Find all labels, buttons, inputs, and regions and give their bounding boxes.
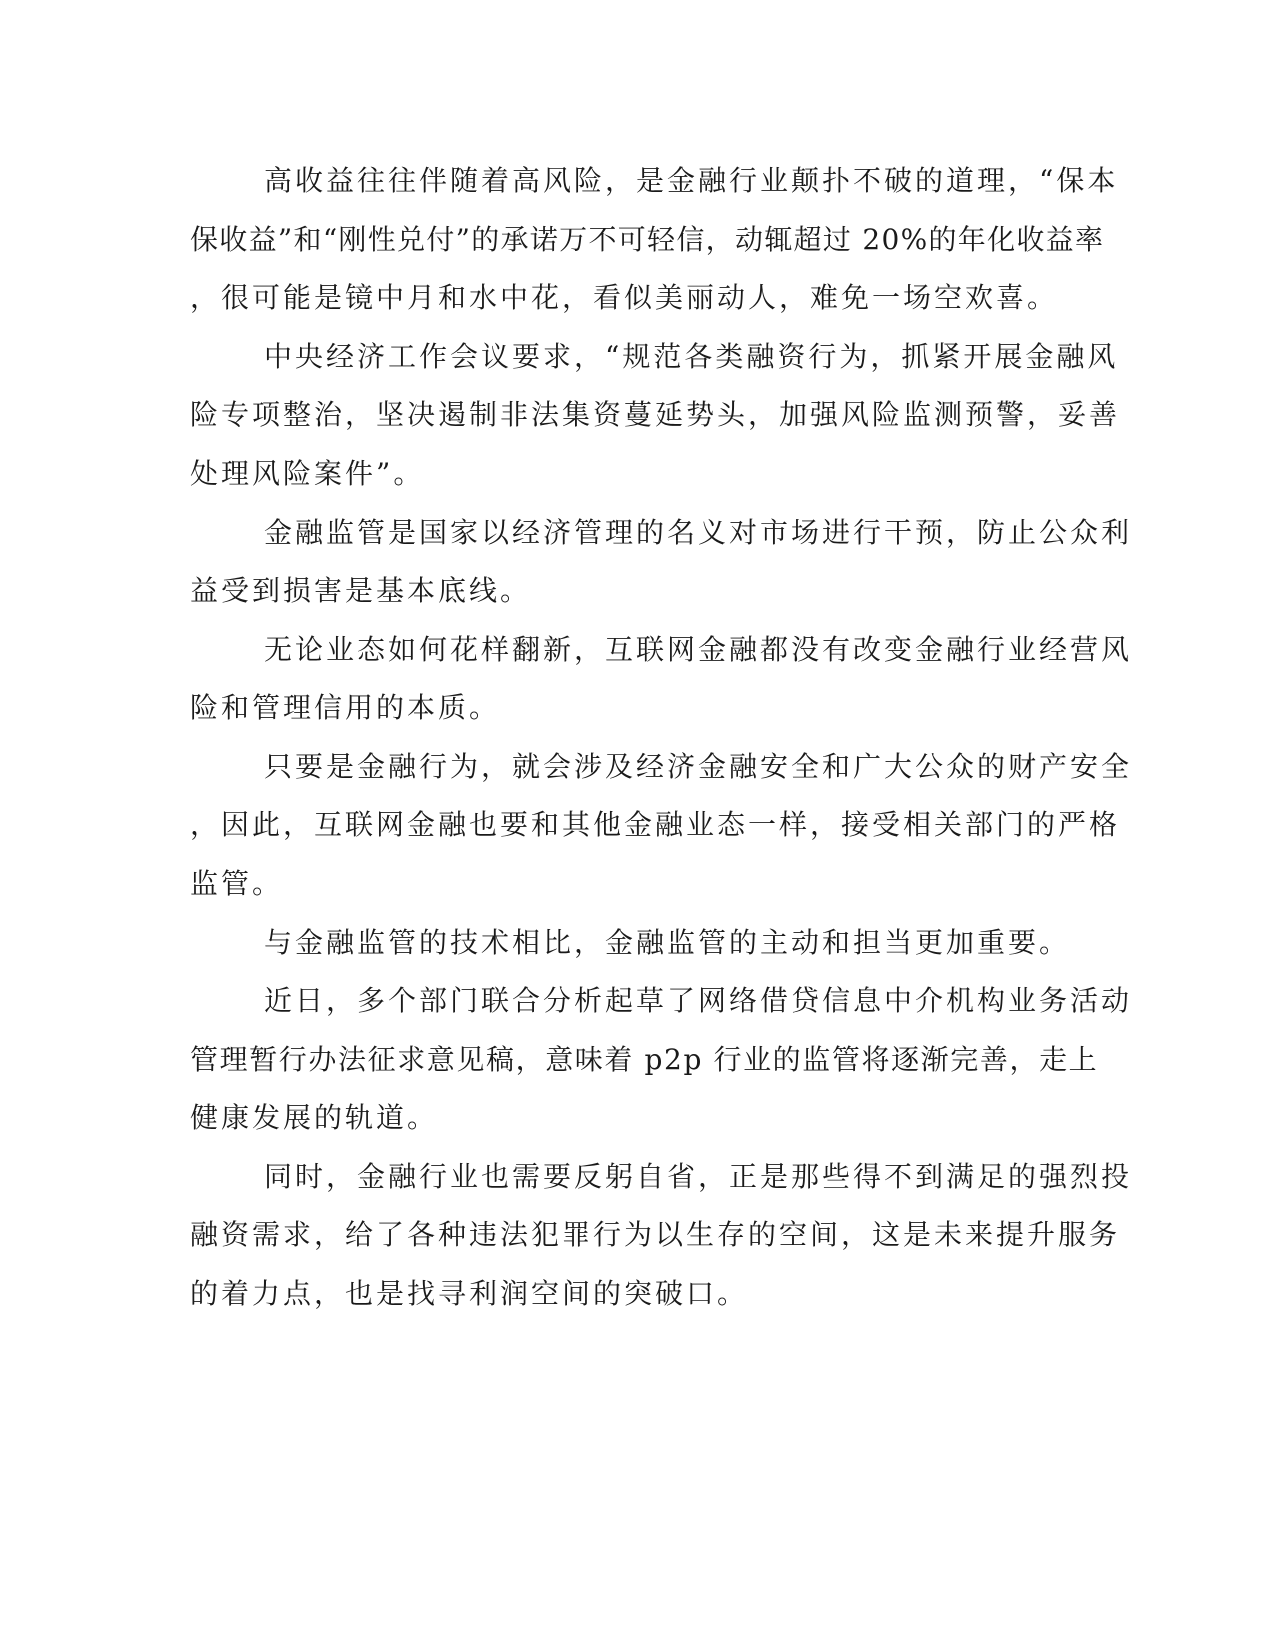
text-line: 近日，多个部门联合分析起草了网络借贷信息中介机构业务活动 [264, 984, 1133, 1017]
text-line: ，因此，互联网金融也要和其他金融业态一样，接受相关部门的严格 [190, 808, 1121, 841]
text-line: 融资需求，给了各种违法犯罪行为以生存的空间，这是未来提升服务 [190, 1218, 1121, 1251]
text-line: 无论业态如何花样翻新，互联网金融都没有改变金融行业经营风 [264, 633, 1133, 666]
text-line: ，很可能是镜中月和水中花，看似美丽动人，难免一场空欢喜。 [190, 281, 1059, 314]
text-line: 高收益往往伴随着高风险，是金融行业颠扑不破的道理，“保本 [264, 164, 1119, 197]
text-line: 健康发展的轨道。 [190, 1101, 439, 1134]
text-line: 中央经济工作会议要求，“规范各类融资行为，抓紧开展金融风 [264, 340, 1119, 373]
text-line: 金融监管是国家以经济管理的名义对市场进行干预，防止公众利 [264, 516, 1133, 549]
text-line: 的着力点，也是找寻利润空间的突破口。 [190, 1277, 749, 1310]
text-line: 同时，金融行业也需要反躬自省，正是那些得不到满足的强烈投 [264, 1160, 1133, 1193]
text-line: 处理风险案件”。 [190, 457, 425, 490]
text-line: 与金融监管的技术相比，金融监管的主动和担当更加重要。 [264, 926, 1071, 959]
text-line: 监管。 [190, 867, 284, 900]
text-line: 益受到损害是基本底线。 [190, 574, 532, 607]
text-line: 险和管理信用的本质。 [190, 691, 501, 724]
text-line: 险专项整治，坚决遏制非法集资蔓延势头，加强风险监测预警，妥善 [190, 398, 1121, 431]
text-line: 只要是金融行为，就会涉及经济金融安全和广大公众的财产安全 [264, 750, 1133, 783]
text-line: 保收益”和“刚性兑付”的承诺万不可轻信，动辄超过 20%的年化收益率 [190, 223, 1105, 256]
text-line: 管理暂行办法征求意见稿，意味着 p2p 行业的监管将逐渐完善，走上 [190, 1043, 1099, 1076]
